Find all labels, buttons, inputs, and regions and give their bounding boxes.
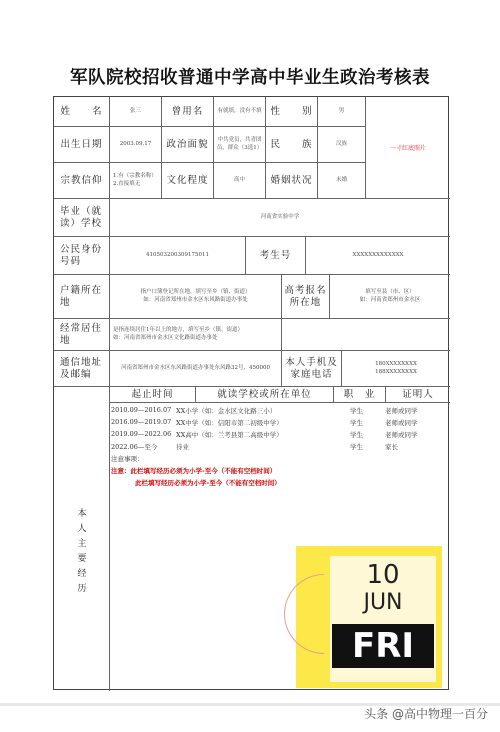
- photo-box: [366, 97, 450, 199]
- history-side-char: 历: [77, 584, 87, 594]
- residence-blank: [282, 319, 450, 351]
- political-label: 政治面貌: [162, 127, 214, 163]
- residence-value: 是指连续居住1年以上的地方，填写至乡（镇、街道） 如：河南省郑州市金水区文化路街道办事处: [110, 319, 282, 351]
- religion-value: 1.有（宗教名称） 2.直接填无: [110, 163, 162, 199]
- address-label: 通信地址及邮编: [54, 351, 110, 387]
- residence-label: 经常居住地: [54, 319, 110, 351]
- ethnic-value: 汉族: [318, 127, 366, 163]
- history-side-label: [57, 507, 107, 597]
- marital-label: 婚姻状况: [266, 163, 318, 199]
- history-row-witness: 老师或同学: [385, 419, 418, 427]
- history-side-char: 要: [77, 554, 87, 564]
- used-name-value: 有就填，没有不填: [214, 97, 266, 127]
- history-header-time: 起止时间: [110, 387, 196, 403]
- sticker-day: 10: [366, 560, 400, 590]
- political-value: 中共党员，共青团员，群众（3选1）: [214, 127, 266, 163]
- name-value: 张三: [110, 97, 162, 127]
- education-value: 高中: [214, 163, 266, 199]
- history-row-time: 2022.06—至今: [111, 443, 158, 451]
- sticker-weekday: FRI: [332, 624, 434, 668]
- huji-value: 指户口簿登记所在地，填写至乡（镇、街道） 如：河南省郑州市金水区东风路街道办事处: [110, 275, 282, 319]
- birth-value: 2003.09.17: [110, 127, 162, 163]
- gaokao-place-value: 填写至县（市、区） 如：河南省郑州市金水区: [330, 275, 450, 319]
- marital-value: 未婚: [318, 163, 366, 199]
- date-sticker: [296, 546, 442, 688]
- notice-label: 注意事项：: [111, 455, 144, 463]
- sticker-month: JUN: [363, 590, 403, 615]
- history-row-time: 2019.09—2022.06: [111, 430, 172, 438]
- history-row-job: 学生: [350, 419, 363, 427]
- history-side-char: 人: [77, 524, 87, 534]
- history-row-job: 学生: [350, 407, 363, 415]
- history-side-char: 经: [77, 569, 87, 579]
- history-row-time: 2016.09—2019.07: [111, 418, 172, 426]
- history-header-job: 职 业: [334, 387, 386, 403]
- history-row-unit: 待业: [176, 443, 189, 451]
- history-row-witness: 老师或同学: [385, 431, 418, 439]
- name-label: 姓 名: [54, 97, 110, 127]
- history-row-unit: XX中学（如：信阳市第二初级中学）: [176, 419, 283, 427]
- used-name-label: 曾用名: [162, 97, 214, 127]
- school-label: 毕业（就读）学校: [54, 199, 110, 237]
- history-row-unit: XX高中（如：兰考县第二高级中学）: [176, 431, 283, 439]
- watermark: 头条 @高中物理一百分: [364, 707, 488, 721]
- history-row-time: 2010.09—2016.07: [111, 406, 172, 414]
- phone-value: 180XXXXXXXX 188XXXXXXXX: [342, 351, 450, 387]
- photo-label: 一寸红底照片: [389, 145, 426, 152]
- history-row-unit: XX小学（如：金水区文化路三小）: [176, 407, 277, 415]
- phone-label: 本人手机及家庭电话: [282, 351, 342, 387]
- history-row-witness: 家长: [385, 443, 398, 451]
- form-title: 军队院校招收普通中学高中毕业生政治考核表: [70, 68, 430, 88]
- history-row-witness: 老师或同学: [385, 407, 418, 415]
- education-label: 文化程度: [162, 163, 214, 199]
- religion-label: 宗教信仰: [54, 163, 110, 199]
- huji-label: 户籍所在地: [54, 275, 110, 319]
- birth-label: 出生日期: [54, 127, 110, 163]
- history-row-job: 学生: [350, 431, 363, 439]
- exam-number-value: XXXXXXXXXXXXX: [306, 237, 450, 275]
- gaokao-place-label: 高考报名所在地: [282, 275, 330, 319]
- gender-value: 男: [318, 97, 366, 127]
- history-row-job: 学生: [350, 443, 363, 451]
- ethnic-label: 民 族: [266, 127, 318, 163]
- history-header-unit: 就读学校或所在单位: [196, 387, 334, 403]
- id-number-value: 410503200309175011: [110, 237, 246, 275]
- gender-label: 性 别: [266, 97, 318, 127]
- id-number-label: 公民身份号码: [54, 237, 110, 275]
- history-note-1: 注意：此栏填写经历必须为小学-至今（不能有空档时间）: [111, 467, 277, 475]
- history-header-witness: 证明人: [386, 387, 450, 403]
- history-side-char: 本: [77, 509, 87, 519]
- history-note-2: 此栏填写经历必须为小学-至今（不能有空档时间）: [135, 479, 281, 487]
- history-side-char: 主: [77, 539, 87, 549]
- school-value: 河南省实验中学: [110, 199, 450, 237]
- address-value: 河南省郑州市金水区东风路街道办事处东风路32号，450000: [110, 351, 282, 387]
- exam-number-label: 考生号: [246, 237, 306, 275]
